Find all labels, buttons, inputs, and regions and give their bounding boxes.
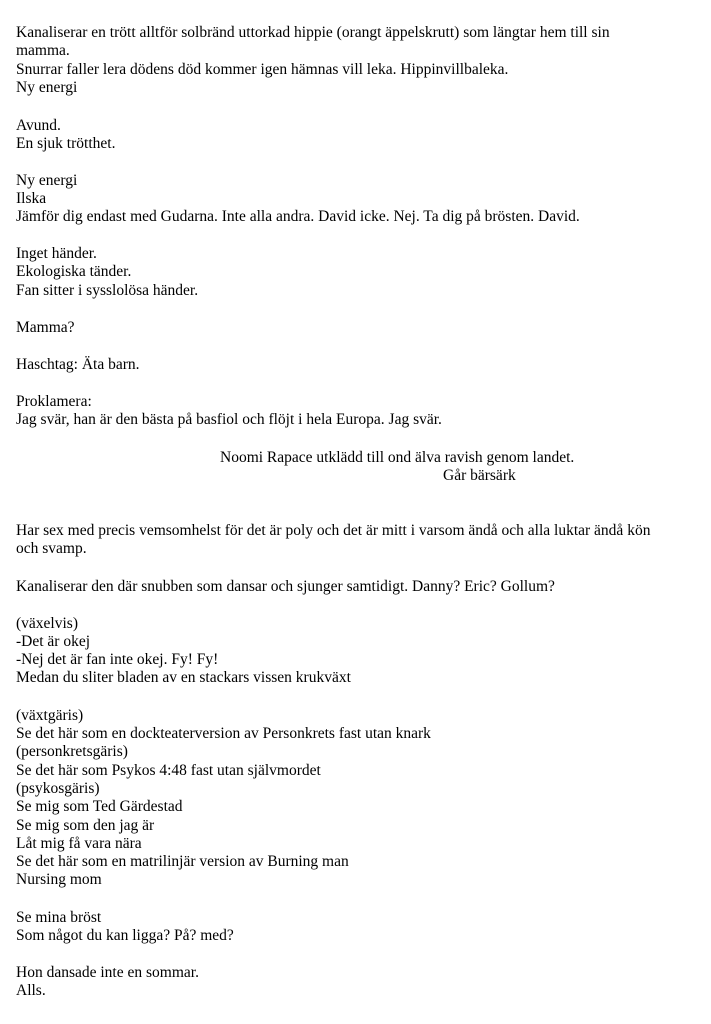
- text-line: (växelvis): [16, 615, 78, 632]
- text-line: Mamma?: [16, 319, 75, 336]
- text-line: Se det här som en matrilinjär version av Burning man: [16, 853, 349, 870]
- text-line: Ilska: [16, 190, 47, 207]
- text-line: Som något du kan ligga? På? med?: [16, 927, 234, 944]
- text-line: -Nej det är fan inte okej. Fy! Fy!: [16, 651, 219, 668]
- text-line: (psykosgäris): [16, 780, 100, 797]
- text-line: Se det här som Psykos 4:48 fast utan självmordet: [16, 762, 321, 779]
- text-line: Jämför dig endast med Gudarna. Inte alla andra. David icke. Nej. Ta dig på brösten. David.: [16, 208, 580, 225]
- text-line: Se mig som Ted Gärdestad: [16, 798, 183, 815]
- text-line: Avund.: [16, 117, 61, 134]
- text-line: Kanaliserar en trött alltför solbränd uttorkad hippie (orangt äppelskrutt) som längtar hem till sin: [16, 24, 610, 41]
- text-line: Låt mig få vara nära: [16, 835, 142, 852]
- text-line: Ny energi: [16, 79, 78, 96]
- text-line: Haschtag: Äta barn.: [16, 356, 140, 373]
- text-line: Inget händer.: [16, 245, 97, 262]
- text-line: Nursing mom: [16, 871, 102, 888]
- text-line: -Det är okej: [16, 633, 91, 650]
- text-line: Se mig som den jag är: [16, 817, 155, 834]
- text-line: Ekologiska tänder.: [16, 263, 132, 280]
- text-line: mamma.: [16, 42, 70, 59]
- centered-line: Går bärsärk: [443, 467, 516, 484]
- text-line: Alls.: [16, 982, 46, 999]
- text-line: Fan sitter i sysslolösa händer.: [16, 282, 199, 299]
- text-line: Se det här som en dockteaterversion av Personkrets fast utan knark: [16, 725, 431, 742]
- text-line: Jag svär, han är den bästa på basfiol och flöjt i hela Europa. Jag svär.: [16, 411, 442, 428]
- text-line: Hon dansade inte en sommar.: [16, 964, 199, 981]
- text-line: (personkretsgäris): [16, 743, 128, 760]
- text-line: En sjuk trötthet.: [16, 135, 116, 152]
- text-line: Kanaliserar den där snubben som dansar och sjunger samtidigt. Danny? Eric? Gollum?: [16, 578, 555, 595]
- text-line: (växtgäris): [16, 707, 84, 724]
- centered-line: Noomi Rapace utklädd till ond älva ravish genom landet.: [220, 449, 575, 466]
- text-line: Proklamera:: [16, 393, 92, 410]
- text-line: och svamp.: [16, 540, 87, 557]
- text-line: Se mina bröst: [16, 909, 102, 926]
- text-line: Snurrar faller lera dödens död kommer igen hämnas vill leka. Hippinvillbaleka.: [16, 61, 509, 78]
- text-line: Ny energi: [16, 172, 78, 189]
- text-line: Har sex med precis vemsomhelst för det är poly och det är mitt i varsom ändå och alla luktar ändå kön: [16, 522, 651, 539]
- text-line: Medan du sliter bladen av en stackars vissen krukväxt: [16, 669, 351, 686]
